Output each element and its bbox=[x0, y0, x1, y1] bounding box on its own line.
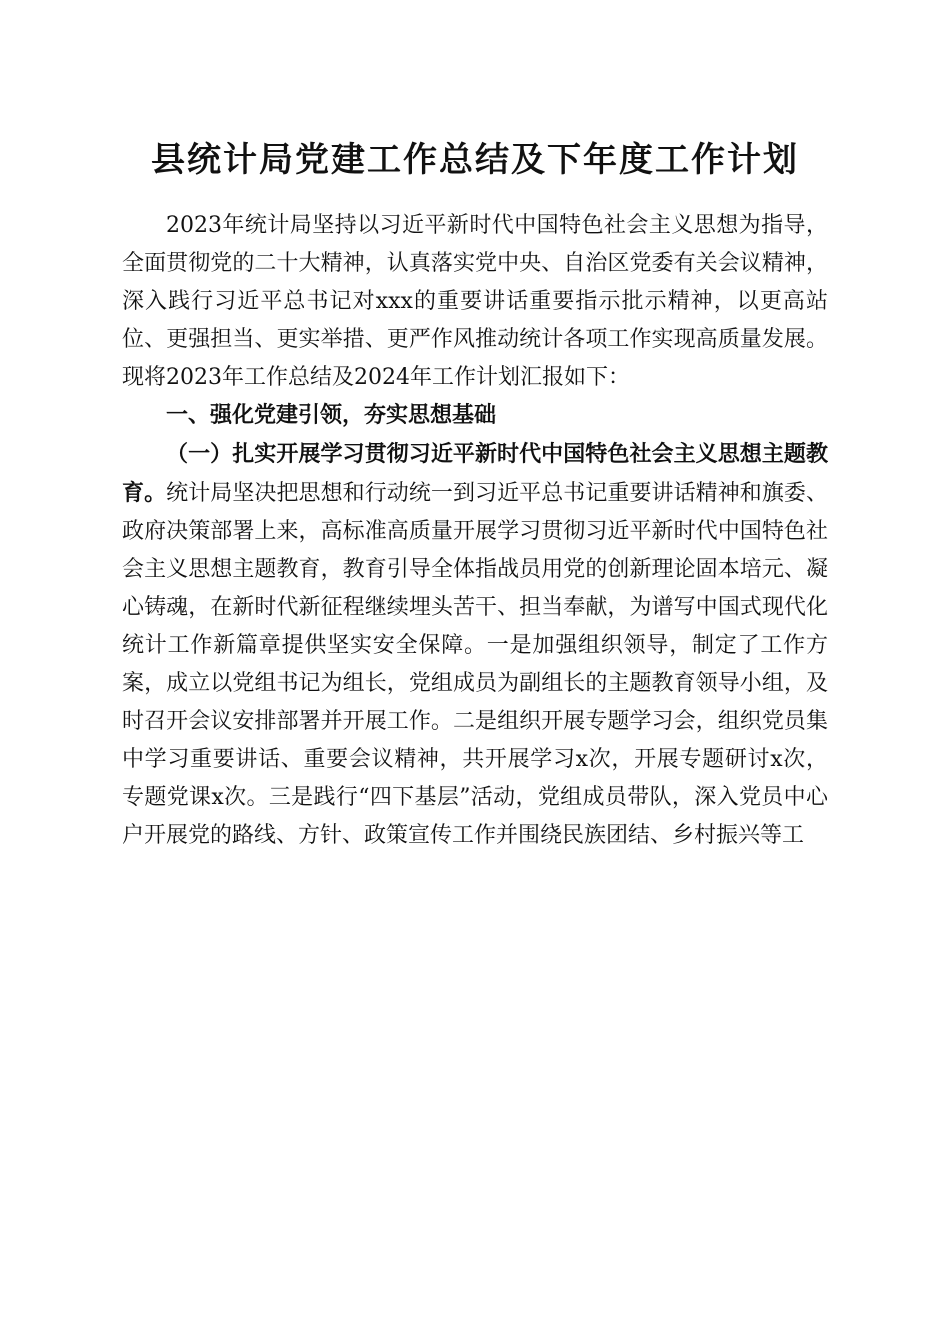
document-body bbox=[122, 207, 828, 855]
document-title: 县统计局党建工作总结及下年度工作计划 bbox=[151, 140, 799, 180]
subsection-lead: （一）扎实开展学习贯彻习近平新时代中国特色社会主义思想主题教育。 bbox=[122, 441, 828, 506]
intro-paragraph: 2023年统计局坚持以习近平新时代中国特色社会主义思想为指导，全面贯彻党的二十大精神，认真落实党中央、自治区党委有关会议精神，深入践行习近平总书记对xxx的重要讲话重要指示批示精神，以更高站位、更强担当、更实举措、更严作风推动统计各项工作实现高质量发展。现将2023年工作总结及2024年工作计划汇报如下： bbox=[122, 213, 828, 390]
subsection-paragraph bbox=[122, 435, 828, 855]
subsection-body: 统计局坚决把思想和行动统一到习近平总书记重要讲话精神和旗委、政府决策部署上来，高标准高质量开展学习贯彻习近平新时代中国特色社会主义思想主题教育，教育引导全体指战员用党的创新理论固本培元、凝心铸魂，在新时代新征程继续埋头苦干、担当奉献，为谱写中国式现代化统计工作新篇章提供坚实安全保障。一是加强组织领导，制定了工作方案，成立以党组书记为组长，党组成员为副组长的主题教育领导小组，及时召开会议安排部署并开展工作。二是组织开展专题学习会，组织党员集中学习重要讲话、重要会议精神，共开展学习x次，开展专题研讨x次，专题党课x次。三是践行“四下基层”活动，党组成员带队，深入党员中心户开展党的路线、方针、政策宣传工作并围绕民族团结、乡村振兴等工 bbox=[122, 481, 828, 848]
section-heading: 一、强化党建引领，夯实思想基础 bbox=[166, 403, 497, 428]
